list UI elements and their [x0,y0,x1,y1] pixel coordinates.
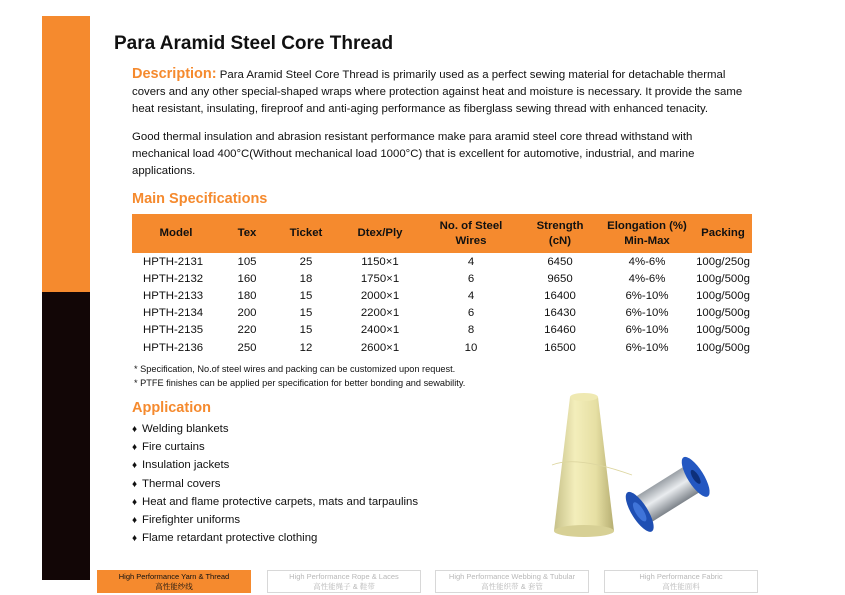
cell-ticket: 25 [299,255,313,268]
header-steel-wires: No. of Steel Wires [422,214,520,253]
side-bar-orange [42,16,90,292]
footer-tab-sublabel: 高性能面料 [662,582,700,591]
description-text: Para Aramid Steel Core Thread is primarily used as a perfect sewing material for detachable thermal covers and any other special-shaped wraps where protection against heat and moisture is necessary. It provide the same heat resistant, insulating, fireproof and anti-aging performance as fiberglass sewing thread with enhanced tenacity. [132,69,743,115]
cell-elongation: 4%-6% [628,272,666,285]
table-row [132,305,752,322]
cell-ticket: 15 [299,324,313,337]
cell-tex: 200 [237,307,257,320]
cell-dtex-ply: 2000×1 [360,289,400,302]
footer-tab-rope-laces[interactable] [267,570,421,593]
cell-steel-wires: 4 [467,289,475,302]
description-paragraph [132,66,762,118]
cell-model: HPTH-2132 [143,272,204,285]
cell-dtex-ply: 1150×1 [361,255,399,268]
table-row [132,322,752,339]
diamond-bullet-icon: ♦ [132,478,138,490]
cell-strength: 9650 [547,272,573,285]
cell-strength: 16430 [544,307,576,320]
cell-strength: 16460 [544,324,576,337]
side-bar-dark [42,292,90,580]
header-strength: Strength (cN) [520,214,600,253]
footer-tab-sublabel: 高性能绳子 & 鞋带 [313,582,375,591]
diamond-bullet-icon: ♦ [132,442,138,454]
header-elongation: Elongation (%) Min-Max [600,214,694,253]
list-item [132,456,418,474]
description-paragraph-2: Good thermal insulation and abrasion resistant performance make para aramid steel core thread withstand with mechanical load 400°C(Without mechanical load 1000°C) that is excellent for automotive, industrial, and marine applications. [132,131,695,177]
cell-model: HPTH-2133 [143,289,204,302]
cell-elongation: 4%-6% [628,255,666,268]
diamond-bullet-icon: ♦ [132,533,138,545]
list-item [132,529,418,547]
cell-elongation: 6%-10% [625,289,669,302]
cell-dtex-ply: 1750×1 [360,272,400,285]
table-header-row [132,214,752,253]
cell-tex: 160 [237,272,257,285]
application-item-text: Welding blankets [142,423,229,435]
footer-tab-label: High Performance Rope & Laces [289,572,399,581]
cell-elongation: 6%-10% [625,324,669,337]
cell-steel-wires: 4 [467,255,475,268]
cell-model: HPTH-2135 [143,324,204,337]
cell-packing: 100g/500g [696,289,750,302]
cell-ticket: 18 [299,272,313,285]
application-list [132,420,418,547]
cell-tex: 105 [237,255,257,268]
application-item-text: Fire curtains [142,441,205,454]
thread-spools-image [536,385,716,545]
header-tex: Tex [220,214,274,253]
table-row [132,339,752,356]
diamond-bullet-icon: ♦ [132,460,138,472]
specifications-table [132,214,752,356]
cell-packing: 100g/500g [696,341,750,354]
footer-tab-sublabel: 高性能织带 & 套管 [481,582,543,591]
application-item-text: Insulation jackets [142,459,230,472]
list-item [132,511,418,529]
diamond-bullet-icon: ♦ [132,514,138,526]
specification-notes [134,362,465,390]
diamond-bullet-icon: ♦ [132,496,138,508]
header-dtex-ply: Dtex/Ply [338,214,422,253]
application-item-text: Thermal covers [142,477,221,490]
footer-tab-yarn-thread[interactable] [97,570,251,593]
cell-packing: 100g/500g [696,324,750,337]
cell-elongation: 6%-10% [625,341,669,354]
list-item [132,475,418,493]
cell-packing: 100g/250g [696,255,750,268]
cell-steel-wires: 6 [467,307,475,320]
cell-model: HPTH-2134 [143,307,204,320]
cell-strength: 6450 [547,255,573,268]
cell-steel-wires: 6 [467,272,475,285]
cell-dtex-ply: 2200×1 [360,307,400,320]
table-row [132,287,752,304]
cell-tex: 220 [237,324,257,337]
table-row [132,253,752,270]
note-1: * Specification, No.of steel wires and packing can be customized upon request. [134,364,456,374]
diamond-bullet-icon: ♦ [132,424,138,435]
footer-tab-webbing-tubular[interactable] [435,570,589,593]
cell-tex: 250 [237,341,257,354]
description-label: Description: [132,66,217,82]
header-model: Model [132,214,220,253]
application-item-text: Firefighter uniforms [142,513,241,526]
cell-ticket: 15 [299,307,313,320]
footer-tab-fabric[interactable] [604,570,758,593]
application-heading: Application [132,400,211,416]
specifications-heading: Main Specifications [132,191,268,207]
header-ticket: Ticket [274,214,338,253]
cell-elongation: 6%-10% [625,307,669,320]
cell-model: HPTH-2131 [143,255,204,268]
application-item-text: Heat and flame protective carpets, mats and tarpaulins [142,495,419,508]
application-item-text: Flame retardant protective clothing [142,532,318,545]
cell-steel-wires: 10 [464,341,478,354]
cell-ticket: 12 [299,341,313,354]
cell-model: HPTH-2136 [143,341,204,354]
cell-strength: 16400 [544,289,576,302]
header-packing: Packing [694,214,752,253]
footer-tab-sublabel: 高性能纱线 [155,582,193,591]
footer-tab-label: High Performance Webbing & Tubular [448,572,576,581]
cell-dtex-ply: 2600×1 [360,341,400,354]
footer-tab-label: High Performance Fabric [639,572,723,581]
list-item [132,420,418,438]
page-title: Para Aramid Steel Core Thread [114,33,394,54]
cell-dtex-ply: 2400×1 [360,324,400,337]
list-item [132,438,418,456]
cell-packing: 100g/500g [696,307,750,320]
cell-packing: 100g/500g [696,272,750,285]
cell-ticket: 15 [299,289,313,302]
note-2: * PTFE finishes can be applied per specification for better bonding and sewability. [134,378,466,388]
cell-steel-wires: 8 [467,324,475,337]
list-item [132,493,418,511]
cell-strength: 16500 [544,341,576,354]
table-row [132,270,752,287]
cell-tex: 180 [237,289,257,302]
footer-tab-label: High Performance Yarn & Thread [118,572,230,581]
